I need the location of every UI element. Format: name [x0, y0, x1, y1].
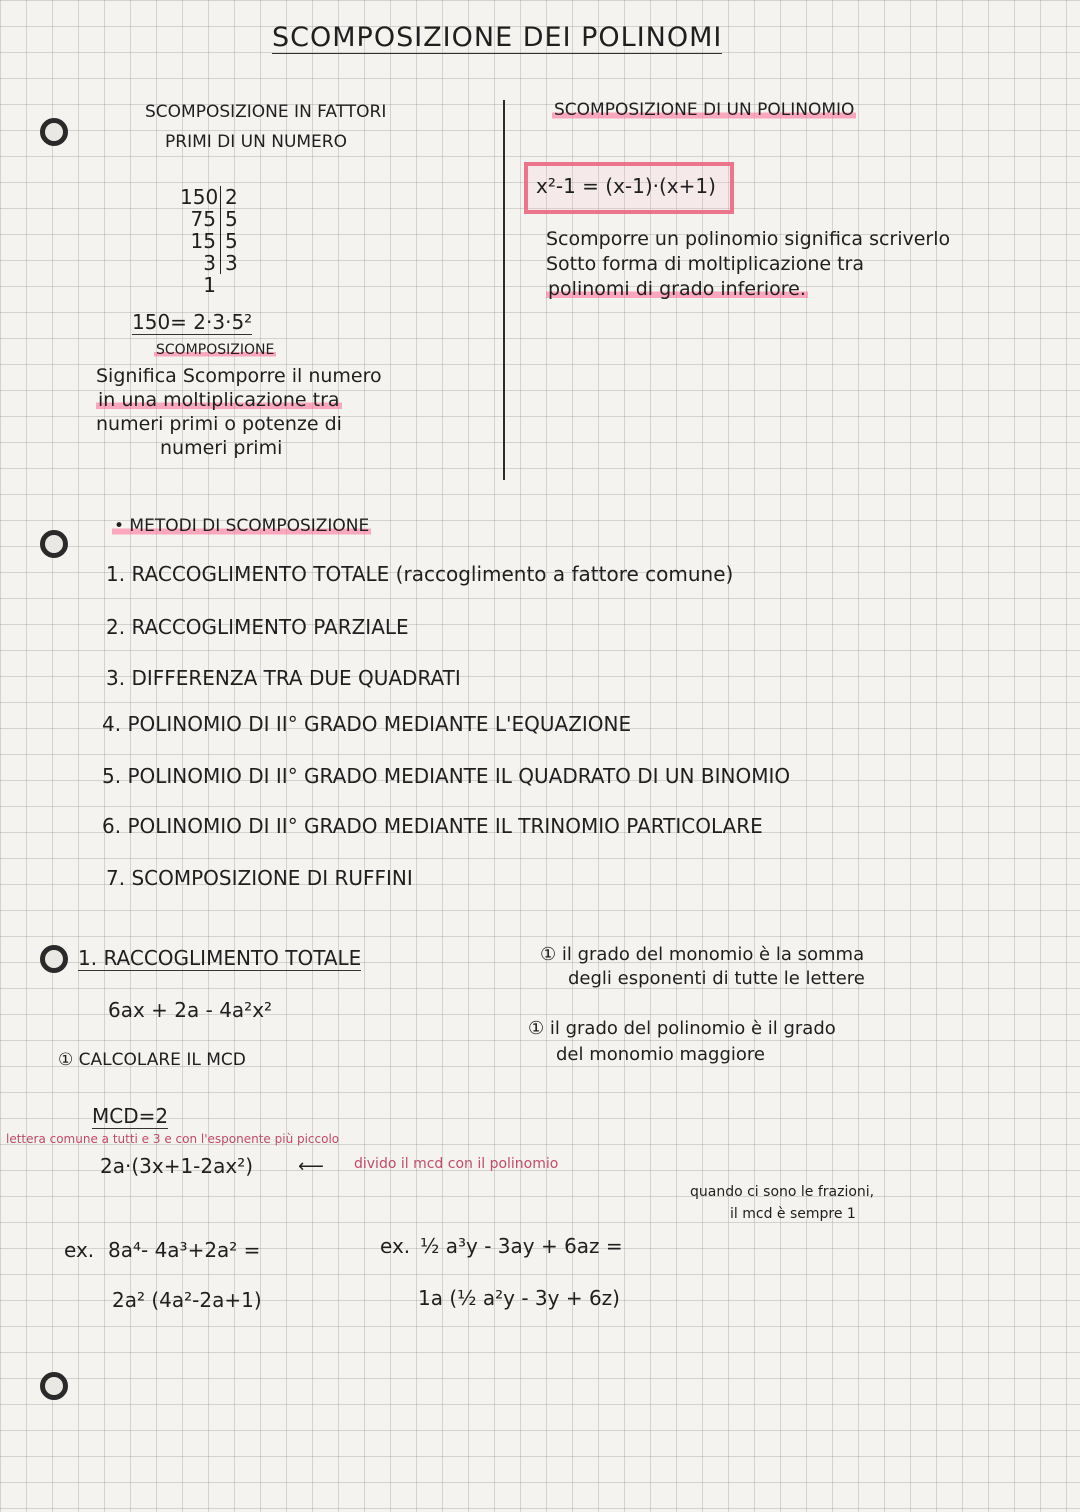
ex1-expression: 8a⁴- 4a³+2a² = — [108, 1238, 261, 1262]
binder-hole-3 — [40, 945, 68, 973]
left-heading-line2: PRIMI DI UN NUMERO — [165, 132, 347, 152]
ex2-label: ex. — [380, 1234, 411, 1258]
right-text-line3: polinomi di grado inferiore. — [548, 278, 806, 300]
division-row: 1 — [203, 273, 216, 297]
section1-mcd: MCD=2 — [92, 1104, 169, 1128]
method-item-5: 5. POLINOMIO DI II° GRADO MEDIANTE IL QUADRATO DI UN BINOMIO — [102, 764, 791, 788]
right-heading: SCOMPOSIZIONE DI UN POLINOMIO — [554, 100, 855, 120]
fraction-note-line2: il mcd è sempre 1 — [730, 1206, 856, 1222]
section1-arrow-note: divido il mcd con il polinomio — [354, 1156, 559, 1172]
division-row: 3 3 — [180, 252, 238, 274]
method-item-3: 3. DIFFERENZA TRA DUE QUADRATI — [106, 666, 461, 690]
left-heading-line1: SCOMPOSIZIONE IN FATTORI — [145, 102, 387, 122]
fraction-note-line1: quando ci sono le frazioni, — [690, 1184, 875, 1200]
info2-line2: del monomio maggiore — [556, 1044, 765, 1065]
ex2-result: 1a (½ a²y - 3y + 6z) — [418, 1286, 620, 1310]
division-row: 75 5 — [180, 208, 238, 230]
ex1-label: ex. — [64, 1238, 95, 1262]
left-text-line2: in una moltiplicazione tra — [98, 389, 340, 411]
division-row: 150 2 — [180, 185, 238, 209]
section1-note: lettera comune a tutti e 3 e con l'esponente più piccolo — [6, 1132, 340, 1146]
method-item-6: 6. POLINOMIO DI II° GRADO MEDIANTE IL TRINOMIO PARTICOLARE — [102, 814, 763, 838]
method-item-4: 4. POLINOMIO DI II° GRADO MEDIANTE L'EQUAZIONE — [102, 712, 632, 736]
section1-result: 2a·(3x+1-2ax²) — [100, 1154, 254, 1178]
section1-expression: 6ax + 2a - 4a²x² — [108, 998, 273, 1022]
ex1-result: 2a² (4a²-2a+1) — [112, 1288, 262, 1312]
section1-heading: 1. RACCOGLIMENTO TOTALE — [78, 946, 362, 970]
left-arrow-icon: ⟵ — [298, 1156, 324, 1177]
ex2-expression: ½ a³y - 3ay + 6az = — [420, 1234, 623, 1258]
info2-line1: ① il grado del polinomio è il grado — [528, 1018, 836, 1039]
section1-step: ① CALCOLARE IL MCD — [58, 1050, 246, 1070]
formula: x²-1 = (x-1)·(x+1) — [536, 174, 716, 198]
right-text-line1: Scomporre un polinomio significa scriverlo — [546, 228, 951, 250]
right-text-line2: Sotto forma di moltiplicazione tra — [546, 253, 865, 275]
binder-hole-4 — [40, 1372, 68, 1400]
division-row: 15 5 — [180, 230, 238, 252]
info1-line1: ① il grado del monomio è la somma — [540, 944, 865, 965]
method-item-1: 1. RACCOGLIMENTO TOTALE (raccoglimento a fattore comune) — [106, 562, 734, 586]
page-title: SCOMPOSIZIONE DEI POLINOMI — [272, 22, 723, 53]
left-text-line4: numeri primi — [160, 437, 283, 459]
prime-division-table — [180, 186, 238, 296]
binder-hole-1 — [40, 118, 68, 146]
method-item-7: 7. SCOMPOSIZIONE DI RUFFINI — [106, 866, 413, 890]
left-text-line1: Significa Scomporre il numero — [96, 365, 382, 387]
scomposizione-label: SCOMPOSIZIONE — [156, 342, 275, 358]
left-text-line3: numeri primi o potenze di — [96, 413, 342, 435]
methods-heading: • METODI DI SCOMPOSIZIONE — [114, 516, 370, 536]
column-divider — [503, 100, 505, 480]
binder-hole-2 — [40, 530, 68, 558]
info1-line2: degli esponenti di tutte le lettere — [568, 968, 865, 989]
method-item-2: 2. RACCOGLIMENTO PARZIALE — [106, 615, 409, 639]
prime-result: 150= 2·3·5² — [132, 310, 253, 334]
